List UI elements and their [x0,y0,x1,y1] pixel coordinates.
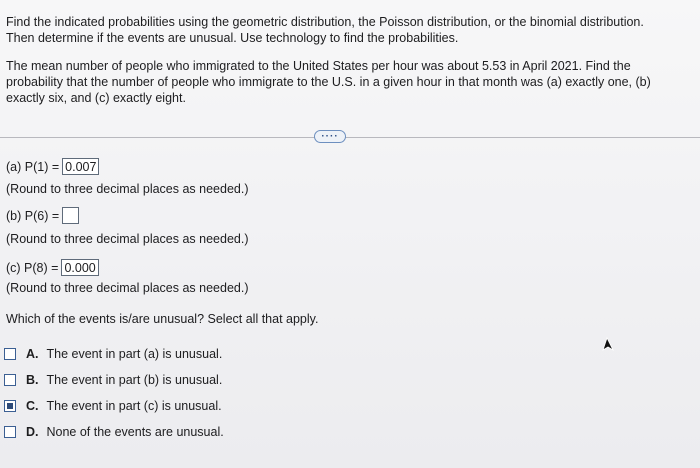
instructions-line-2: Then determine if the events are unusual. Use technology to find the probabilities. [6,31,459,45]
part-a-answer-field[interactable]: 0.007 [62,158,99,175]
option-a[interactable] [4,347,222,361]
option-a-text: The event in part (a) is unusual. [46,347,223,361]
option-b[interactable] [4,373,222,387]
option-c-text: The event in part (c) is unusual. [46,399,222,413]
section-divider [0,137,700,138]
part-c-hint: (Round to three decimal places as needed.) [6,281,249,295]
option-c-checkbox[interactable] [4,400,16,412]
part-a [6,158,99,175]
more-info-button[interactable]: ···· [314,130,346,143]
option-c[interactable] [4,399,222,413]
part-b [6,207,79,224]
part-c [6,259,99,276]
part-b-hint: (Round to three decimal places as needed.) [6,232,249,246]
instructions-line-1: Find the indicated probabilities using the geometric distribution, the Poisson distribution, or the binomial distribution. [6,15,644,29]
part-a-label: (a) P(1) = [6,159,60,174]
option-d-checkbox[interactable] [4,426,16,438]
instructions [6,14,686,46]
problem-line-3: exactly six, and (c) exactly eight. [6,91,186,105]
option-d-text: None of the events are unusual. [46,425,224,439]
part-a-hint: (Round to three decimal places as needed.) [6,182,249,196]
option-b-letter: B. [26,373,39,387]
part-c-answer-field[interactable]: 0.000 [61,259,98,276]
part-b-label: (b) P(6) = [6,208,60,223]
option-d-letter: D. [26,425,39,439]
option-d[interactable] [4,425,224,439]
option-b-checkbox[interactable] [4,374,16,386]
option-b-text: The event in part (b) is unusual. [46,373,223,387]
part-b-answer-field[interactable] [62,207,79,224]
option-a-checkbox[interactable] [4,348,16,360]
mouse-pointer-icon [601,337,615,353]
problem-statement [6,58,686,106]
unusual-question: Which of the events is/are unusual? Select all that apply. [6,312,319,326]
option-c-letter: C. [26,399,39,413]
problem-line-2: probability that the number of people who immigrate to the U.S. in a given hour in that month was (a) exactly one, (b) [6,75,651,89]
part-c-label: (c) P(8) = [6,260,59,275]
option-a-letter: A. [26,347,39,361]
problem-line-1: The mean number of people who immigrated to the United States per hour was about 5.53 in April 2021. Find the [6,59,631,73]
